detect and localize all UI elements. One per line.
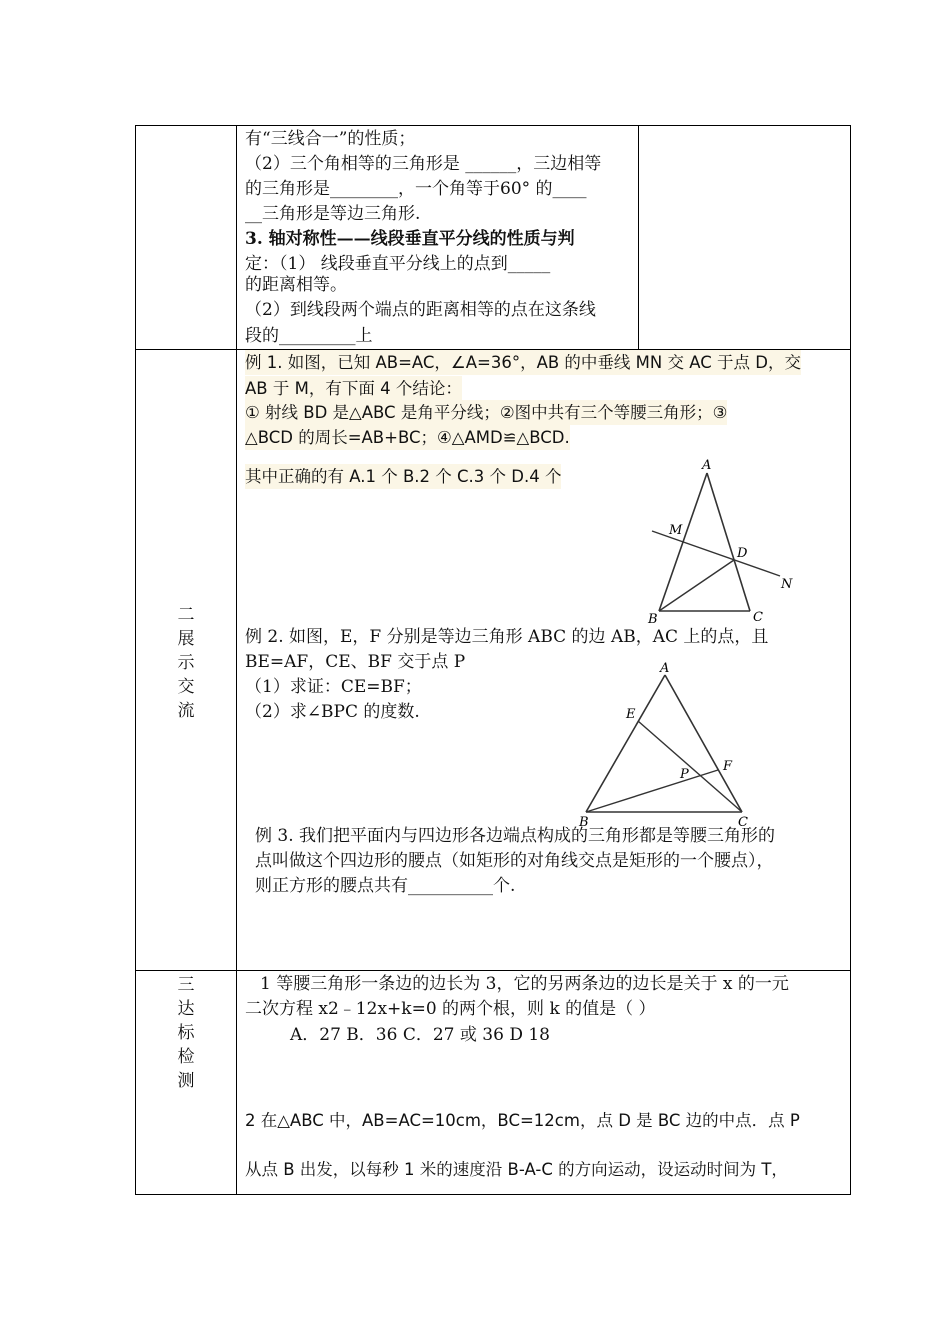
section-two-char: 展 bbox=[177, 629, 195, 649]
q2-line-1: 2 在△ABC 中，AB=AC=10cm，BC=12cm，点 D 是 BC 边的中点．点 P bbox=[245, 1111, 800, 1130]
fig2-label-a: A bbox=[660, 661, 670, 676]
top-line-5: 3. 轴对称性——线段垂直平分线的性质与判 bbox=[245, 229, 575, 249]
fig2-label-p: P bbox=[680, 767, 689, 782]
fig2-side-ab bbox=[586, 675, 665, 812]
section-two-char: 二 bbox=[177, 605, 195, 625]
table-col-divider-2 bbox=[638, 125, 639, 349]
section-two-char: 示 bbox=[177, 653, 195, 673]
section-three-char: 标 bbox=[177, 1023, 195, 1043]
ex1-options: 其中正确的有 A.1 个 B.2 个 C.3 个 D.4 个 bbox=[245, 464, 561, 489]
top-line-1: 有“三线合一”的性质； bbox=[245, 129, 416, 149]
top-line-7: 的距离相等。 bbox=[245, 275, 347, 295]
table-row-divider-2 bbox=[135, 970, 851, 971]
top-line-4: __三角形是等边三角形. bbox=[245, 204, 421, 224]
top-line-8: （2）到线段两个端点的距离相等的点在这条线 bbox=[245, 300, 596, 320]
ex3-line-1: 例 3. 我们把平面内与四边形各边端点构成的三角形都是等腰三角形的 bbox=[255, 826, 776, 846]
fig1-label-b: B bbox=[648, 612, 658, 627]
fig2-label-e: E bbox=[626, 707, 636, 722]
section-three-label bbox=[176, 973, 196, 1093]
top-line-6: 定：（1） 线段垂直平分线上的点到_____ bbox=[245, 254, 551, 274]
fig1-label-m: M bbox=[669, 523, 683, 538]
q2-line-2: 从点 B 出发，以每秒 1 米的速度沿 B-A-C 的方向运动，设运动时间为 T， bbox=[245, 1160, 788, 1179]
section-three-char: 三 bbox=[177, 975, 195, 995]
fig2-side-ac bbox=[665, 675, 742, 812]
q1-line-3: A．27 B．36 C．27 或 36 D 18 bbox=[290, 1025, 550, 1045]
top-line-2: （2）三个角相等的三角形是 ______，三边相等 bbox=[245, 154, 602, 174]
ex2-line-4: （2）求∠BPC 的度数. bbox=[245, 702, 420, 722]
section-three-char: 检 bbox=[177, 1047, 195, 1067]
section-two-char: 流 bbox=[177, 701, 195, 721]
top-line-9: 段的_________上 bbox=[245, 326, 373, 346]
top-line-3: 的三角形是________，一个角等于60° 的____ bbox=[245, 179, 587, 199]
fig2-label-b: B bbox=[579, 815, 589, 830]
table-col-divider-1 bbox=[236, 125, 237, 1195]
example-2-figure bbox=[570, 660, 760, 830]
ex2-line-3: （1）求证：CE=BF； bbox=[245, 677, 422, 697]
q1-line-2: 二次方程 x2﹣12x+k=0 的两个根，则 k 的值是（ ） bbox=[245, 999, 656, 1019]
fig1-label-c: C bbox=[753, 610, 763, 625]
ex2-line-1: 例 2. 如图，E，F 分别是等边三角形 ABC 的边 AB，AC 上的点，且 bbox=[245, 627, 769, 647]
fig2-label-f: F bbox=[723, 759, 733, 774]
section-three-char: 测 bbox=[177, 1071, 195, 1091]
ex1-line-1: 例 1. 如图，已知 AB=AC，∠A=36°，AB 的中垂线 MN 交 AC 于点 D，交 bbox=[245, 350, 801, 375]
fig1-label-n: N bbox=[781, 577, 793, 592]
fig1-label-a: A bbox=[702, 458, 712, 473]
fig1-side-ac bbox=[707, 473, 750, 611]
ex1-line-2: AB 于 M，有下面 4 个结论： bbox=[245, 376, 462, 401]
ex1-line-3: ① 射线 BD 是△ABC 是角平分线；②图中共有三个等腰三角形；③ bbox=[245, 400, 727, 425]
q1-line-1: 1 等腰三角形一条边的边长为 3，它的另两条边的边长是关于 x 的一元 bbox=[260, 974, 789, 994]
ex3-line-2: 点叫做这个四边形的腰点（如矩形的对角线交点是矩形的一个腰点）， bbox=[255, 851, 774, 871]
ex3-line-3: 则正方形的腰点共有__________个. bbox=[255, 876, 516, 896]
fig1-segment-bd bbox=[659, 560, 734, 611]
section-two-label bbox=[176, 603, 196, 723]
ex2-line-2: BE=AF，CE、BF 交于点 P bbox=[245, 652, 466, 672]
example-1-figure bbox=[640, 455, 800, 630]
section-three-char: 达 bbox=[177, 999, 195, 1019]
fig1-label-d: D bbox=[737, 546, 748, 561]
section-two-char: 交 bbox=[177, 677, 195, 697]
fig2-label-c: C bbox=[738, 815, 748, 830]
ex1-line-4: △BCD 的周长=AB+BC；④△AMD≌△BCD. bbox=[245, 425, 570, 450]
